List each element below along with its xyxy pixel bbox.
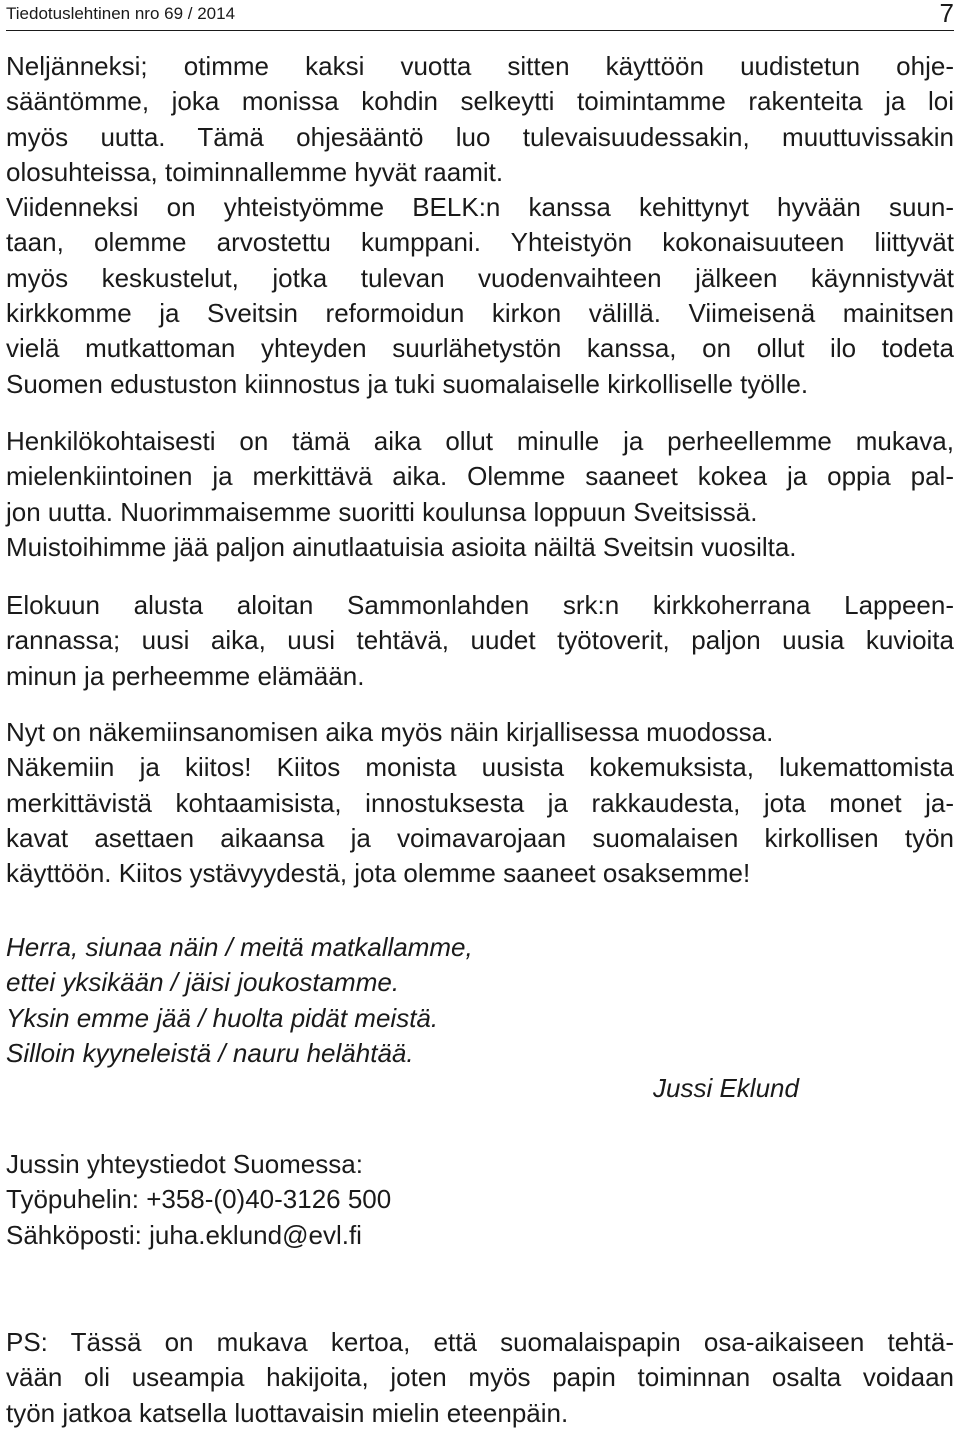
text-line: kirkkomme ja Sveitsin reformoidun kirkon välillä. Viimeisenä mainitsen	[6, 298, 954, 329]
verse	[6, 930, 954, 1071]
text-line: Neljänneksi; otimme kaksi vuotta sitten käyttöön uudistetun ohje-	[6, 51, 954, 81]
text-line: minun ja perheemme elämään.	[6, 660, 365, 691]
text-line: Henkilökohtaisesti on tämä aika ollut minulle ja perheellemme mukava,	[6, 426, 954, 456]
text-line: myös keskustelut, jotka tulevan vuodenvaihteen jälkeen käynnistyvät	[6, 262, 954, 293]
page-number: 7	[939, 0, 954, 28]
text-line: merkittävistä kohtaamisista, innostuksesta ja rakkaudesta, jota monet ja-	[6, 787, 954, 818]
postscript	[6, 1325, 954, 1431]
text-line: Elokuun alusta aloitan Sammonlahden srk:n kirkkoherrana Lappeen-	[6, 590, 954, 620]
text-line: työn jatkoa katsella luottavaisin mielin eteenpäin.	[6, 1397, 569, 1428]
paragraph-3	[6, 588, 954, 694]
text-line: Nyt on näkemiinsanomisen aika myös näin kirjallisessa muodossa.	[6, 717, 774, 747]
verse-line: Herra, siunaa näin / meitä matkallamme,	[6, 932, 473, 962]
text-line: myös uutta. Tämä ohjesääntö luo tulevaisuudessakin, muuttuvissakin	[6, 121, 954, 152]
text-line: taan, olemme arvostettu kumppani. Yhteistyön kokonaisuuteen liittyvät	[6, 227, 954, 258]
text-line: jon uutta. Nuorimmaisemme suoritti koulunsa loppuun Sveitsissä.	[6, 496, 758, 527]
text-line: Näkemiin ja kiitos! Kiitos monista uusista kokemuksista, lukemattomista	[6, 752, 954, 783]
contact-email: Sähköposti: juha.eklund@evl.fi	[6, 1219, 362, 1250]
paragraph-1	[6, 49, 954, 402]
text-line: PS: Tässä on mukava kertoa, että suomalaispapin osa-aikaiseen tehtä-	[6, 1327, 954, 1357]
text-line: olosuhteissa, toiminnallemme hyvät raamit.	[6, 156, 504, 187]
text-line: Viidenneksi on yhteistyömme BELK:n kanssa kehittynyt hyvään suun-	[6, 192, 954, 223]
contact-heading: Jussin yhteystiedot Suomessa:	[6, 1149, 363, 1179]
page-header	[6, 0, 954, 31]
text-line: sääntömme, joka monissa kohdin selkeytti toimintamme rakenteita ja loi	[6, 86, 954, 117]
text-line: vään oli useampia hakijoita, joten myös papin toiminnan osalta voidaan	[6, 1362, 954, 1393]
text-line: mielenkiintoinen ja merkittävä aika. Olemme saaneet kokea ja oppia pal-	[6, 461, 954, 492]
verse-line: Yksin emme jää / huolta pidät meistä.	[6, 1002, 439, 1033]
contact-phone: Työpuhelin: +358-(0)40-3126 500	[6, 1184, 392, 1215]
contact-info	[6, 1147, 954, 1253]
paragraph-4	[6, 715, 954, 891]
verse-line: ettei yksikään / jäisi joukostamme.	[6, 967, 400, 998]
publication-title: Tiedotuslehtinen nro 69 / 2014	[6, 4, 236, 23]
paragraph-2	[6, 424, 954, 565]
text-line: vielä mutkattoman yhteyden suurlähetystön kanssa, on ollut ilo todeta	[6, 333, 954, 364]
text-line: kavat asettaen aikaansa ja voimavarojaan suomalaisen kirkollisen työn	[6, 822, 954, 853]
text-line: Muistoihimme jää paljon ainutlaatuisia asioita näiltä Sveitsin vuosilta.	[6, 531, 797, 562]
text-line: käyttöön. Kiitos ystävyydestä, jota olemme saaneet osaksemme!	[6, 858, 751, 889]
verse-line: Silloin kyyneleistä / nauru helähtää.	[6, 1037, 414, 1068]
text-line: rannassa; uusi aika, uusi tehtävä, uudet työtoverit, paljon uusia kuvioita	[6, 625, 954, 656]
text-line: Suomen edustuston kiinnostus ja tuki suomalaiselle kirkolliselle työlle.	[6, 368, 809, 399]
signature: Jussi Eklund	[653, 1073, 799, 1103]
